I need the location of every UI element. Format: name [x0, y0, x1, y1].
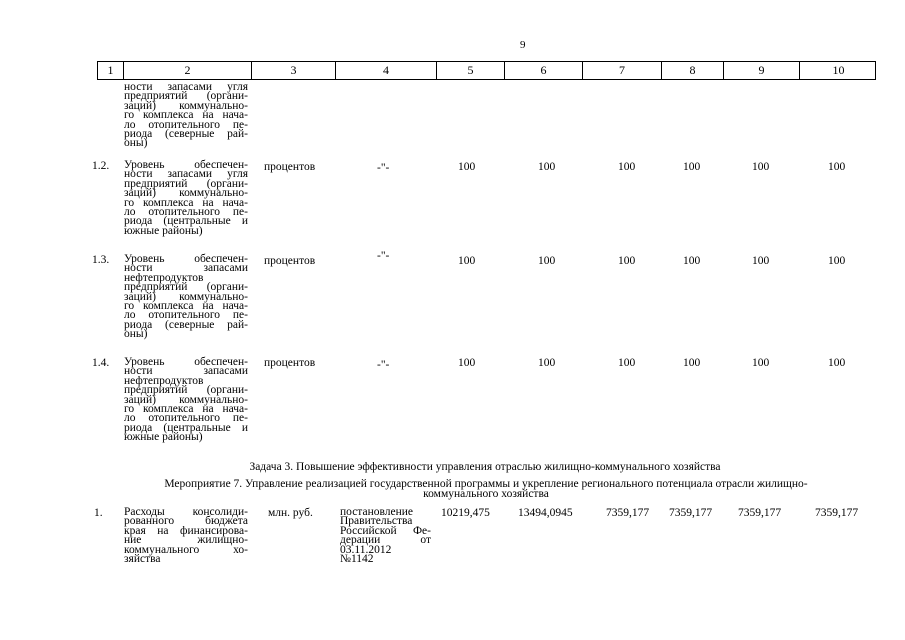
- desc-line: заций) коммунально-: [124, 290, 248, 303]
- row-1-value-8: 7359,177: [669, 507, 713, 519]
- source-line: 03.11.2012: [340, 543, 392, 556]
- row-1-2-value-9: 100: [752, 161, 770, 173]
- row-1-value-9: 7359,177: [738, 507, 782, 519]
- row-1-3-number: 1.3.: [92, 254, 110, 266]
- desc-line: го комплекса на нача-: [124, 403, 248, 416]
- row-1-value-5: 10219,475: [441, 507, 490, 519]
- measure-7-heading: [116, 479, 856, 499]
- desc-line: ло отопительного пе-: [124, 309, 248, 322]
- desc-line: ние жилищно-: [124, 534, 248, 547]
- desc-line: предприятий (органи-: [124, 177, 248, 190]
- row-1-3-value-8: 100: [683, 255, 701, 267]
- row-1-2-value-10: 100: [828, 161, 846, 173]
- desc-line: риода (северные рай-: [124, 128, 248, 141]
- table-header-row: [97, 61, 876, 80]
- header-col-7: 7: [583, 62, 662, 79]
- desc-line: заций) коммунально-: [124, 187, 248, 200]
- desc-line: ности запасами угля: [124, 168, 248, 181]
- row-1-3-value-5: 100: [458, 255, 476, 267]
- row-1-2-source: -"-: [377, 162, 390, 174]
- desc-line: ности запасами: [124, 365, 248, 378]
- desc-line: южные районы): [124, 431, 203, 444]
- row-1-2-value-8: 100: [683, 161, 701, 173]
- desc-line: ности запасами: [124, 262, 248, 275]
- header-col-2: 2: [124, 62, 252, 79]
- desc-line: предприятий (органи-: [124, 90, 248, 103]
- row-1-value-7: 7359,177: [606, 507, 650, 519]
- desc-line: края на финансирова-: [124, 524, 248, 537]
- desc-line: го комплекса на нача-: [124, 196, 248, 209]
- row-1-3-unit: процентов: [264, 255, 316, 267]
- row-1-3-description: [124, 255, 248, 340]
- row-1-description: [124, 508, 248, 564]
- row-1-3-source: -"-: [377, 250, 390, 262]
- row-1-value-10: 7359,177: [815, 507, 859, 519]
- source-line: дерации от: [340, 534, 431, 547]
- row-1-4-value-10: 100: [828, 357, 846, 369]
- desc-line: коммунального хо-: [124, 543, 248, 556]
- row-1-3-value-10: 100: [828, 255, 846, 267]
- row-1-2-description: [124, 161, 248, 236]
- desc-line: нефтепродуктов: [124, 271, 204, 284]
- desc-line: зяйства: [124, 553, 161, 566]
- header-col-6: 6: [505, 62, 583, 79]
- header-col-8: 8: [662, 62, 724, 79]
- desc-line: заций) коммунально-: [124, 393, 248, 406]
- source-line: Правительства: [340, 515, 413, 528]
- row-1-4-unit: процентов: [264, 357, 316, 369]
- desc-line: Уровень обеспечен-: [124, 356, 248, 368]
- desc-line: Расходы консолиди-: [124, 506, 248, 518]
- desc-line: Уровень обеспечен-: [124, 159, 248, 171]
- desc-line: ло отопительного пе-: [124, 206, 248, 219]
- header-col-1: 1: [98, 62, 124, 79]
- header-col-3: 3: [252, 62, 336, 79]
- row-1-4-description: [124, 358, 248, 443]
- header-col-4: 4: [336, 62, 437, 79]
- row-1-2-number: 1.2.: [92, 160, 110, 172]
- source-line: постановление: [340, 506, 414, 518]
- row-1-3-value-7: 100: [618, 255, 636, 267]
- desc-line: риода (центральные и: [124, 215, 248, 228]
- row-1-2-unit: процентов: [264, 161, 316, 173]
- row-1-4-value-7: 100: [618, 357, 636, 369]
- desc-line: ло отопительного пе-: [124, 412, 248, 425]
- row-1-3-value-6: 100: [538, 255, 556, 267]
- desc-line: риода (центральные и: [124, 421, 248, 434]
- row-1-4-value-9: 100: [752, 357, 770, 369]
- desc-line: рованного бюджета: [124, 515, 248, 528]
- page-number: 9: [520, 39, 526, 51]
- desc-line: предприятий (органи-: [124, 281, 248, 294]
- desc-line: ности запасами угля: [124, 81, 248, 93]
- desc-line: оны): [124, 137, 148, 150]
- desc-line: заций) коммунально-: [124, 99, 248, 112]
- row-1-4-value-5: 100: [458, 357, 476, 369]
- measure-7-line-2: коммунального хозяйства: [423, 488, 549, 500]
- row-1-value-6: 13494,0945: [518, 507, 573, 519]
- source-line: №1142: [340, 553, 374, 566]
- row-1-unit: млн. руб.: [268, 507, 313, 519]
- header-col-9: 9: [724, 62, 800, 79]
- row-1-2-value-5: 100: [458, 161, 476, 173]
- desc-line: предприятий (органи-: [124, 384, 248, 397]
- header-col-10: 10: [832, 63, 845, 77]
- measure-7-line-1: Мероприятие 7. Управление реализацией государственной программы и укрепление регионального потенциала отрасли жилищно-: [164, 478, 808, 490]
- row-1-4-value-8: 100: [683, 357, 701, 369]
- row-1-3-value-9: 100: [752, 255, 770, 267]
- task-3-heading: Задача 3. Повышение эффективности управления отраслью жилищно-коммунального хозяйства: [249, 461, 721, 473]
- row-1-4-number: 1.4.: [92, 357, 110, 369]
- row-1-4-source: -"-: [377, 359, 390, 371]
- header-col-5: 5: [437, 62, 505, 79]
- desc-line: нефтепродуктов: [124, 374, 204, 387]
- row-1-2-value-6: 100: [538, 161, 556, 173]
- desc-line: ло отопительного пе-: [124, 118, 248, 131]
- row-cont-description: [124, 83, 248, 149]
- row-1-2-value-7: 100: [618, 161, 636, 173]
- desc-line: го комплекса на нача-: [124, 109, 248, 122]
- desc-line: оны): [124, 328, 148, 341]
- desc-line: Уровень обеспечен-: [124, 253, 248, 265]
- row-1-number: 1.: [94, 507, 103, 519]
- desc-line: го комплекса на нача-: [124, 300, 248, 313]
- desc-line: южные районы): [124, 224, 203, 237]
- desc-line: риода (северные рай-: [124, 318, 248, 331]
- row-1-source: [340, 508, 431, 564]
- row-1-4-value-6: 100: [538, 357, 556, 369]
- source-line: Российской Фе-: [340, 524, 431, 537]
